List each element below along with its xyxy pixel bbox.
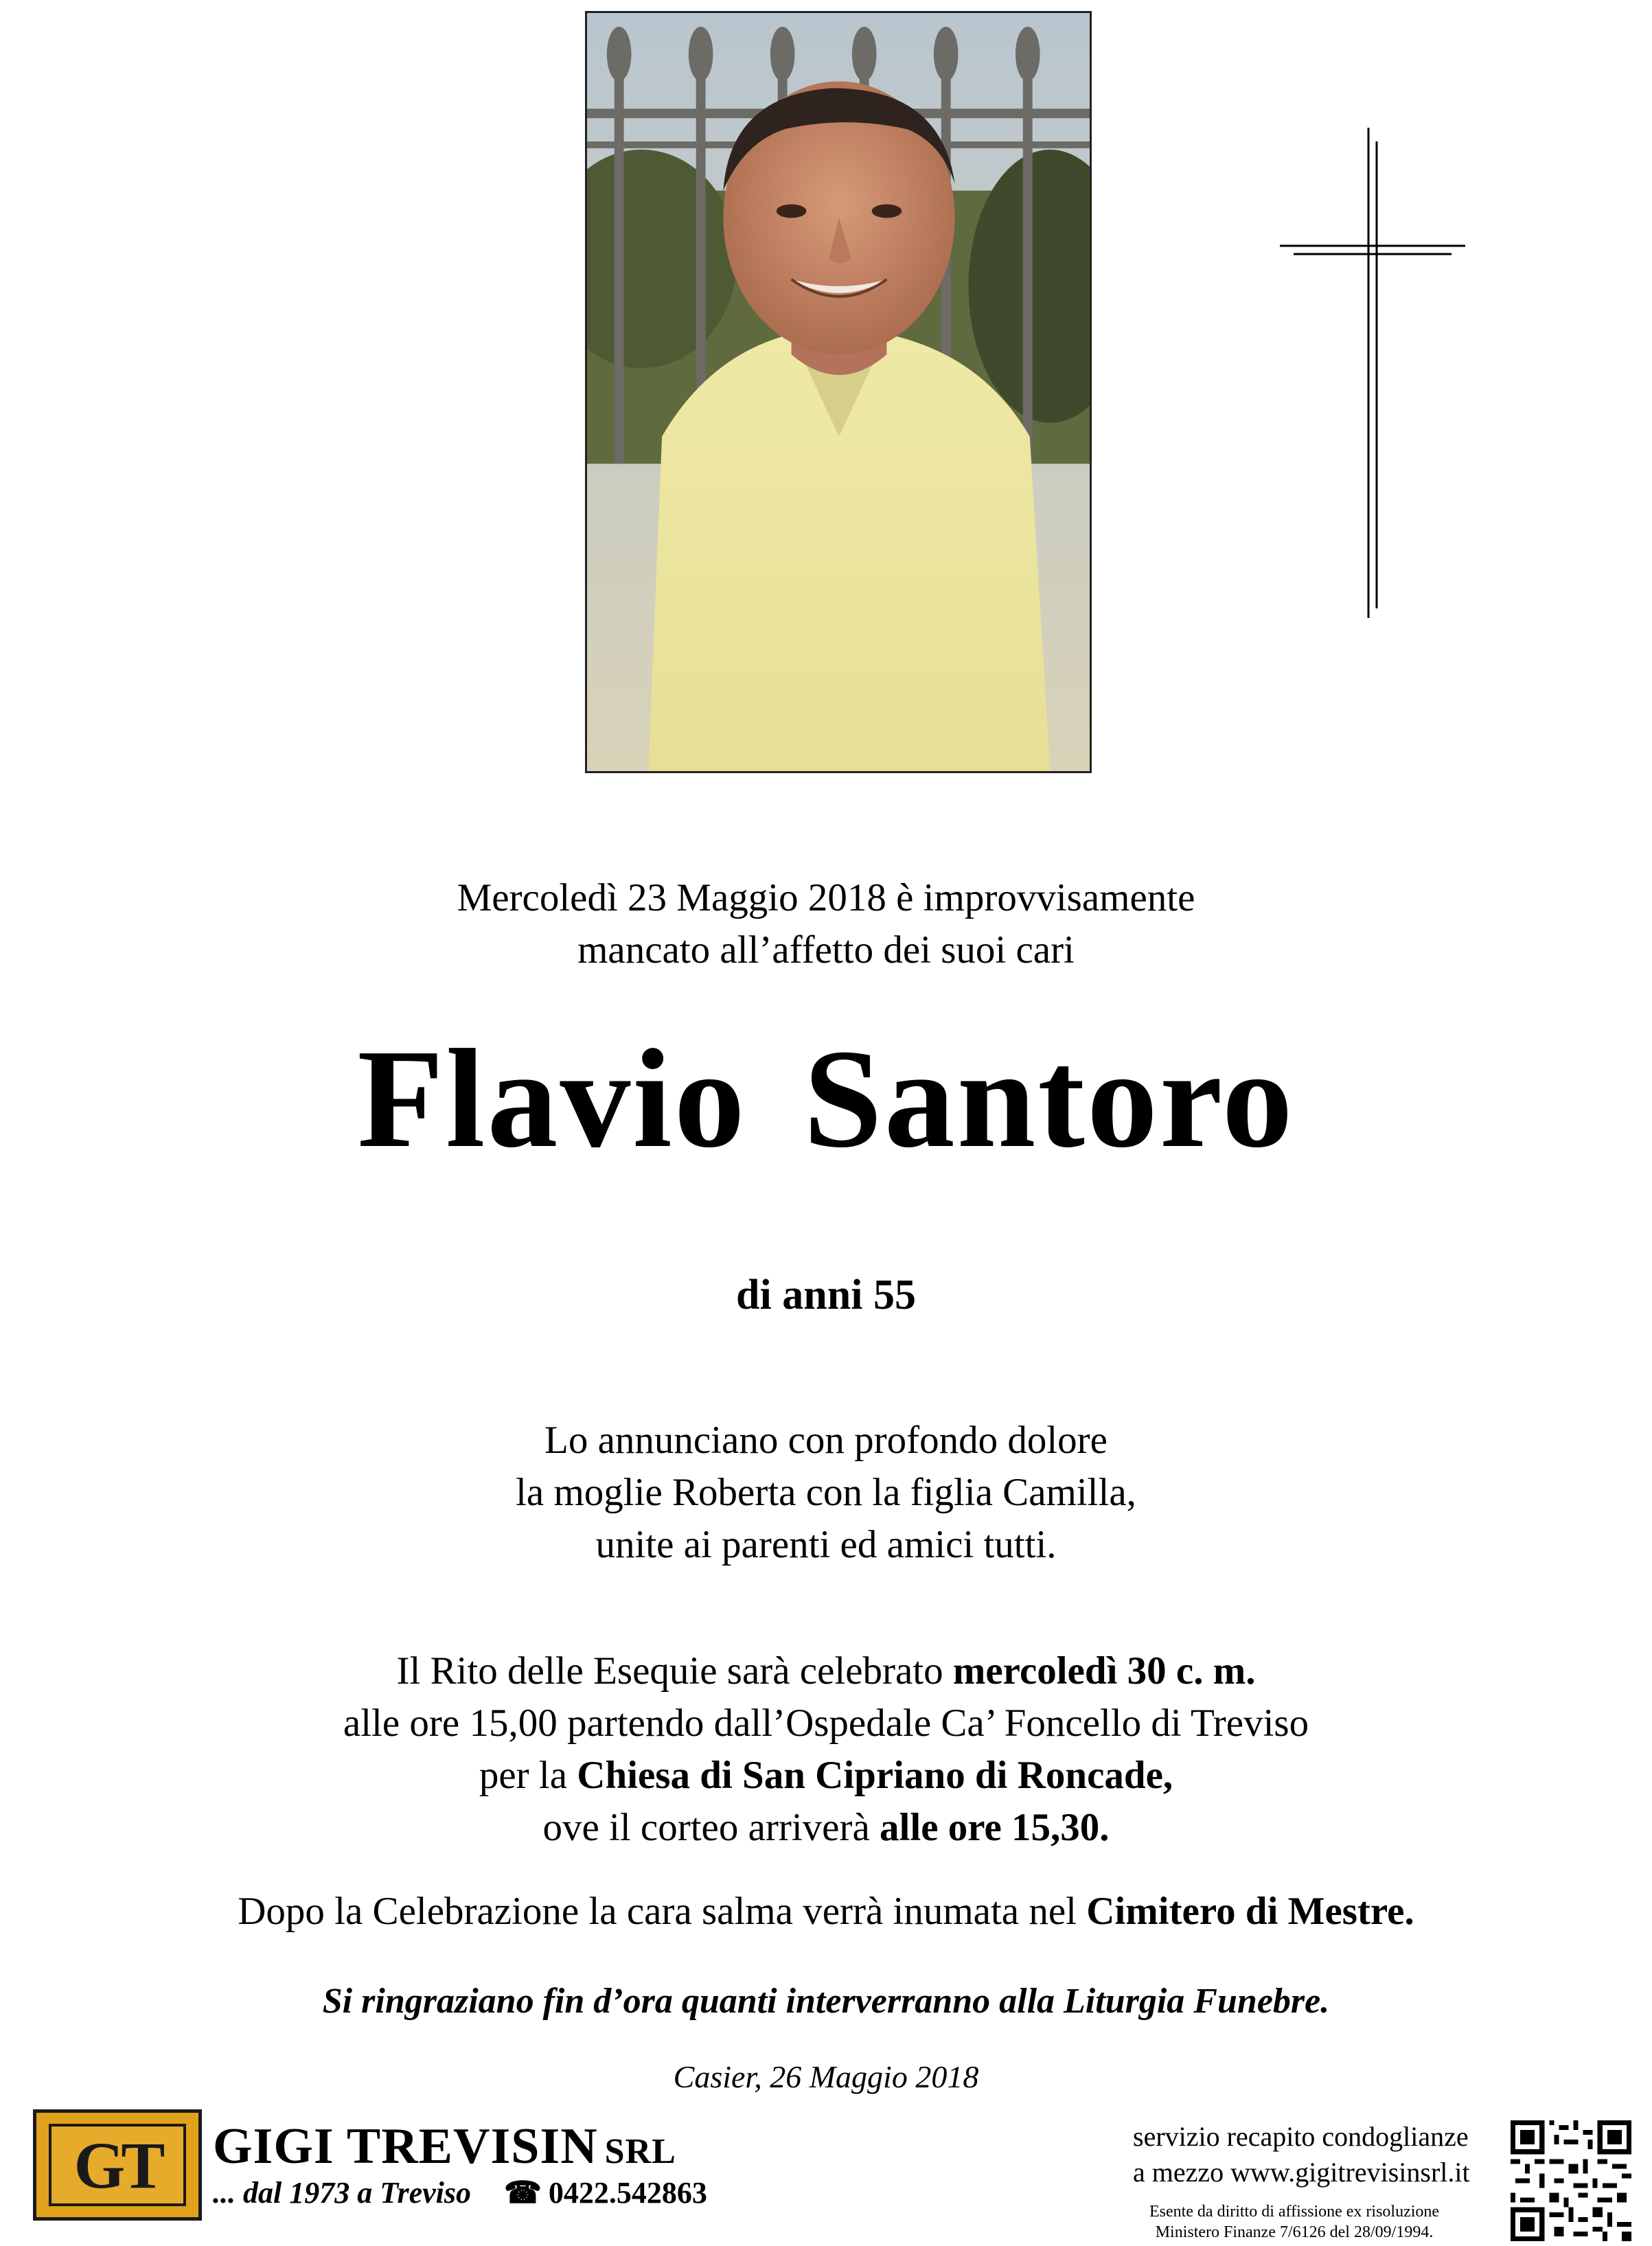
burial-cemetery: Cimitero di Mestre. — [1086, 1890, 1414, 1933]
place-date: Casier, 26 Maggio 2018 — [673, 2059, 979, 2094]
announcement — [0, 1414, 1652, 1571]
intro-line-1: Mercoledì 23 Maggio 2018 è improvvisamente — [457, 876, 1195, 919]
portrait-photo — [585, 11, 1092, 773]
deceased-age: di anni 55 — [736, 1272, 916, 1318]
announcement-line-1: Lo annunciano con profondo dolore — [544, 1419, 1108, 1462]
announcement-line-2: la moglie Roberta con la figlia Camilla, — [516, 1471, 1136, 1514]
rite-arrival-time: alle ore 15,30. — [880, 1806, 1110, 1849]
rite-church: Chiesa di San Cipriano di Roncade, — [577, 1754, 1173, 1797]
tax-exemption-note — [1133, 2201, 1456, 2243]
company-name — [213, 2118, 676, 2176]
company-suffix: SRL — [604, 2132, 676, 2171]
service-line-2: a mezzo www.gigitrevisinsrl.it — [1133, 2157, 1470, 2188]
announcement-line-3: unite ai parenti ed amici tutti. — [595, 1523, 1057, 1566]
rite-line-1 — [0, 1645, 1652, 1697]
rite-date: mercoledì 30 c. m. — [952, 1649, 1256, 1693]
burial-text: Dopo la Celebrazione la cara salma verrà inumata nel — [238, 1890, 1087, 1933]
company-logo — [33, 2109, 202, 2221]
company-phone — [504, 2175, 707, 2210]
phone-icon: ☎ — [504, 2176, 542, 2210]
rite-line-4 — [0, 1802, 1652, 1854]
condolence-service — [1133, 2119, 1470, 2190]
company-name-text: GIGI TREVISIN — [213, 2118, 598, 2175]
intro-line-2: mancato all’affetto dei suoi cari — [577, 928, 1075, 972]
rite-line-3-text: per la — [479, 1754, 577, 1797]
intro-text — [0, 872, 1652, 976]
thanks-text: Si ringraziano fin d’ora quanti interverranno alla Liturgia Funebre. — [322, 1982, 1330, 2021]
exempt-line-2: Ministero Finanze 7/6126 del 28/09/1994. — [1155, 2223, 1434, 2241]
rite-line-3 — [0, 1750, 1652, 1802]
company-since: ... dal 1973 a Treviso — [213, 2176, 471, 2210]
deceased-name: Flavio Santoro — [357, 1020, 1295, 1177]
funeral-rite — [0, 1645, 1652, 1854]
burial-info — [0, 1884, 1652, 1939]
rite-line-1-text: Il Rito delle Esequie sarà celebrato — [396, 1649, 953, 1693]
service-line-1: servizio recapito condoglianze — [1133, 2121, 1469, 2152]
rite-line-4-text: ove il corteo arriverà — [542, 1806, 880, 1849]
exempt-line-1: Esente da diritto di affissione ex risoluzione — [1149, 2203, 1440, 2221]
qr-code — [1511, 2120, 1631, 2241]
rite-line-2: alle ore 15,00 partendo dall’Ospedale Ca’ Foncello di Treviso — [343, 1701, 1309, 1745]
company-logo-monogram: GT — [49, 2124, 186, 2206]
phone-number: 0422.542863 — [548, 2176, 707, 2210]
cross-icon — [1280, 128, 1465, 618]
